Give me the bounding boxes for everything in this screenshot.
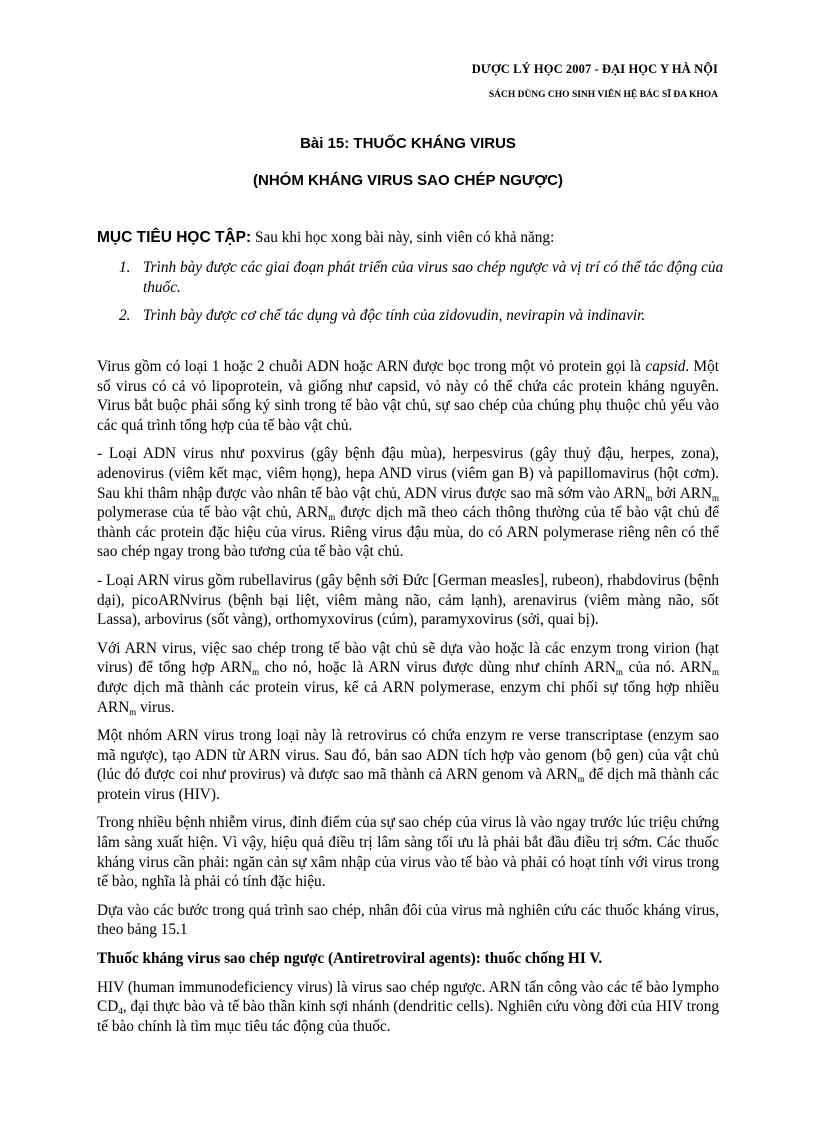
paragraph-hiv [97,978,719,1037]
objectives-intro [97,229,737,247]
text-run: để dịch mã thành các protein virus (HIV). [97,766,719,803]
text-run: được dịch mã thành các protein virus, kể cả ARN polymerase, enzym chi phối sự tổng hợp nhiều ARN [97,678,719,716]
objective-number: 1. [119,259,131,276]
subscript: m [252,667,260,678]
text-run: Với ARN virus, việc sao chép trong tế bào vật chủ sẽ dựa vào hoặc là các enzym trong virion (hạt virus) để tổng hợp ARN [97,639,719,677]
text-run: . Một số virus có cả vỏ lipoprotein, và giống như capsid, vỏ này có thể chứa các protein kháng nguyên. Virus bắt buộc phải sống ký sinh trong tế bào vật chủ, sự sao chép của chúng phụ thuộc chủ yếu vào các quá trình tổng hợp của tế bào vật chủ. [97,358,719,434]
subscript: 4 [118,1006,123,1017]
header-line-1: DƯỢC LÝ HỌC 2007 - ĐẠI HỌC Y HÀ NỘI [471,62,718,76]
objectives-heading: MỤC TIÊU HỌC TẬP: [97,229,252,246]
lesson-title: Bài 15: THUỐC KHÁNG VIRUS [300,135,516,152]
header-line-2: SÁCH DÙNG CHO SINH VIÊN HỆ BÁC SĨ ĐA KHOA [488,90,718,100]
objective-number: 2. [119,307,131,324]
term-capsid: capsid [645,358,686,375]
text-run: Virus gồm có loại 1 hoặc 2 chuỗi ADN hoặc ARN được bọc trong một vỏ protein gọi là [97,358,646,375]
paragraph-rna-replication [97,639,719,717]
subscript: m [577,774,585,785]
text-run: Một nhóm ARN virus trong loại này là retrovirus có chứa enzym re verse transcriptase (enzym sao mã ngược), tạo ADN từ ARN virus. Sau đó, bản sao ADN tích hợp vào genom (bộ gen) của vật chủ (lúc đó được coi như provirus) và được sao mã thành cả ARN genom và ARN [97,727,719,784]
objectives-list [119,258,729,334]
subscript: m [328,512,336,523]
text-run: của nó. ARN [622,659,712,677]
subscript: m [711,667,719,678]
subscript: m [615,667,623,678]
paragraph-virus-structure [97,357,719,435]
objective-item [119,258,729,298]
subscript: m [129,706,137,717]
text-run: HIV (human immunodeficiency virus) là virus sao chép ngược. ARN tấn công vào các tế bào lympho CD [97,978,719,1016]
paragraph-dna-virus [97,444,719,562]
text-run: được dịch mã theo cách thông thường của tế bào vật chủ để thành các protein đặc hiệu của virus. Riêng virus đậu mùa, do có ARN polymerase riêng nên có thể sao chép ngay trong bào tương của tế bào vật chủ. [97,504,719,561]
objective-text: Trình bày được cơ chế tác dụng và độc tính của zidovudin, nevirapin và indinavir. [143,307,646,324]
text-run: polymerase của tế bào vật chủ, ARN [97,504,329,522]
section-heading-antiretroviral: Thuốc kháng virus sao chép ngược (Antiretroviral agents): thuốc chống HI V. [97,950,603,968]
lesson-subtitle: (NHÓM KHÁNG VIRUS SAO CHÉP NGƯỢC) [253,172,563,189]
paragraph-treatment-timing: Trong nhiều bệnh nhiễm virus, đỉnh điểm của sự sao chép của virus là vào ngay trước lúc triệu chứng lâm sàng xuất hiện. Vì vậy, hiệu quả điều trị lâm sàng tối ưu là phải bắt đầu điều trị sớm. Các thuốc kháng virus cần phải: ngăn cản sự xâm nhập của virus vào tế bào và phải có hoạt tính với virus trong tế bào, nghĩa là phải có tính đặc hiệu. [97,814,719,891]
objective-text: Trình bày được các giai đoạn phát triển của virus sao chép ngược và vị trí có thể tác động của thuốc. [143,259,724,296]
subscript: m [712,492,720,503]
objectives-intro-text: Sau khi học xong bài này, sinh viên có khả năng: [251,229,555,246]
body-text [97,357,719,1045]
text-run: cho nó, hoặc là ARN virus được dùng như chính ARN [259,659,616,677]
text-run: virus. [136,698,175,716]
objective-item [119,306,729,326]
paragraph-rna-virus: - Loại ARN virus gồm rubellavirus (gây bệnh sởi Đức [German measles], rubeon), rhabdovirus (bệnh dại), picoARNvirus (bệnh bại liệt, viêm màng não, cảm lạnh), arenavirus (viêm màng não, sốt Lassa), arbovirus (sốt vàng), orthomyxovirus (cúm), paramyxovirus (sởi, quai bị). [97,571,719,629]
subscript: m [645,492,653,503]
text-run: - Loại ADN virus như poxvirus (gây bệnh đậu mùa), herpesvirus (gây thuỷ đậu, herpes, zona), adenovirus (viêm kết mạc, viêm họng), hepa AND virus (viêm gan B) và papillomavirus (hột cơm). Sau khi thâm nhập được vào nhân tế bào vật chủ, ADN virus được sao mã sớm vào ARN [97,445,719,502]
paragraph-retrovirus [97,726,719,804]
text-run: bởi ARN [652,484,712,502]
text-run: , đại thực bào và tế bào thần kinh sợi nhánh (dendritic cells). Nghiên cứu vòng đời của HIV trong tế bào chính là tìm mục tiêu tác động của thuốc. [97,998,719,1035]
paragraph-table-reference: Dựa vào các bước trong quá trình sao chép, nhân đôi của virus mà nghiên cứu các thuốc kháng virus, theo bảng 15.1 [97,901,719,939]
